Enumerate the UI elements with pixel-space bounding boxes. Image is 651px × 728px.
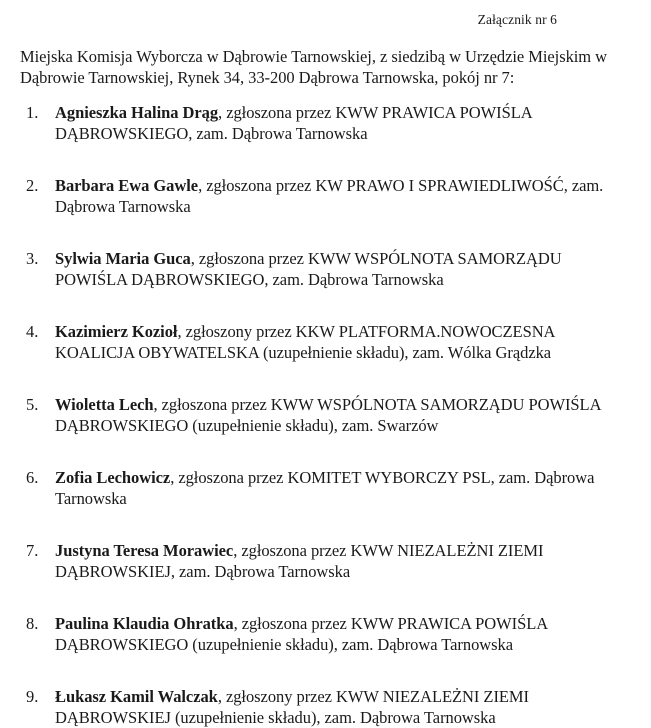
list-item xyxy=(0,102,651,144)
member-name: Agnieszka Halina Drąg xyxy=(55,103,219,122)
list-item xyxy=(0,467,651,509)
list-item-text xyxy=(55,613,627,655)
member-details: , zgłoszona przez KWW WSPÓLNOTA SAMORZĄDU POWIŚLA DĄBROWSKIEGO, zam. Dąbrowa Tarnowska xyxy=(55,249,562,289)
list-item-text xyxy=(55,686,627,728)
list-item xyxy=(0,540,651,582)
list-item-text xyxy=(55,540,627,582)
list-item-number: 9. xyxy=(26,687,39,706)
list-item-text xyxy=(55,175,627,217)
member-details: , zgłoszona przez KOMITET WYBORCZY PSL, zam. Dąbrowa Tarnowska xyxy=(55,468,595,508)
member-details: , zgłoszona przez KWW WSPÓLNOTA SAMORZĄDU POWIŚLA DĄBROWSKIEGO (uzupełnienie składu), zam. Swarzów xyxy=(55,395,601,435)
list-item-number: 4. xyxy=(26,322,39,341)
list-item xyxy=(0,248,651,290)
list-item-number: 2. xyxy=(26,176,39,195)
list-item xyxy=(0,394,651,436)
list-item-text xyxy=(55,248,627,290)
member-details: , zgłoszona przez KWW NIEZALEŻNI ZIEMI DĄBROWSKIEJ, zam. Dąbrowa Tarnowska xyxy=(55,541,544,581)
list-item-text xyxy=(55,102,627,144)
list-item-number: 5. xyxy=(26,395,39,414)
member-details: , zgłoszony przez KKW PLATFORMA.NOWOCZESNA KOALICJA OBYWATELSKA (uzupełnienie składu), zam. Wólka Grądzka xyxy=(55,322,555,362)
member-details: , zgłoszony przez KWW NIEZALEŻNI ZIEMI DĄBROWSKIEJ (uzupełnienie składu), zam. Dąbrowa Tarnowska xyxy=(55,687,529,727)
list-item-number: 6. xyxy=(26,468,39,487)
member-name: Sylwia Maria Guca xyxy=(55,249,191,268)
list-item xyxy=(0,175,651,217)
member-name: Wioletta Lech xyxy=(55,395,154,414)
member-name: Zofia Lechowicz xyxy=(55,468,171,487)
list-item-number: 8. xyxy=(26,614,39,633)
member-name: Barbara Ewa Gawle xyxy=(55,176,199,195)
member-name: Łukasz Kamil Walczak xyxy=(55,687,218,706)
intro-paragraph: Miejska Komisja Wyborcza w Dąbrowie Tarnowskiej, z siedzibą w Urzędzie Miejskim w Dąbrowie Tarnowskiej, Rynek 34, 33-200 Dąbrowa Tarnowska, pokój nr 7: xyxy=(20,47,608,87)
member-name: Justyna Teresa Morawiec xyxy=(55,541,234,560)
list-item xyxy=(0,321,651,363)
list-item xyxy=(0,686,651,728)
list-item-number: 3. xyxy=(26,249,39,268)
member-details: , zgłoszona przez KW PRAWO I SPRAWIEDLIWOŚĆ, zam. Dąbrowa Tarnowska xyxy=(55,176,604,216)
list-item xyxy=(0,613,651,655)
member-name: Kazimierz Kozioł xyxy=(55,322,178,341)
list-item-text xyxy=(55,394,627,436)
committee-members-list xyxy=(0,102,651,728)
list-item-number: 7. xyxy=(26,541,39,560)
annex-label: Załącznik nr 6 xyxy=(477,12,557,27)
member-details: , zgłoszona przez KWW PRAWICA POWIŚLA DĄBROWSKIEGO, zam. Dąbrowa Tarnowska xyxy=(55,103,532,143)
list-item-text xyxy=(55,467,627,509)
list-item-number: 1. xyxy=(26,103,39,122)
member-name: Paulina Klaudia Ohratka xyxy=(55,614,234,633)
list-item-text xyxy=(55,321,627,363)
member-details: , zgłoszona przez KWW PRAWICA POWIŚLA DĄBROWSKIEGO (uzupełnienie składu), zam. Dąbrowa Tarnowska xyxy=(55,614,548,654)
